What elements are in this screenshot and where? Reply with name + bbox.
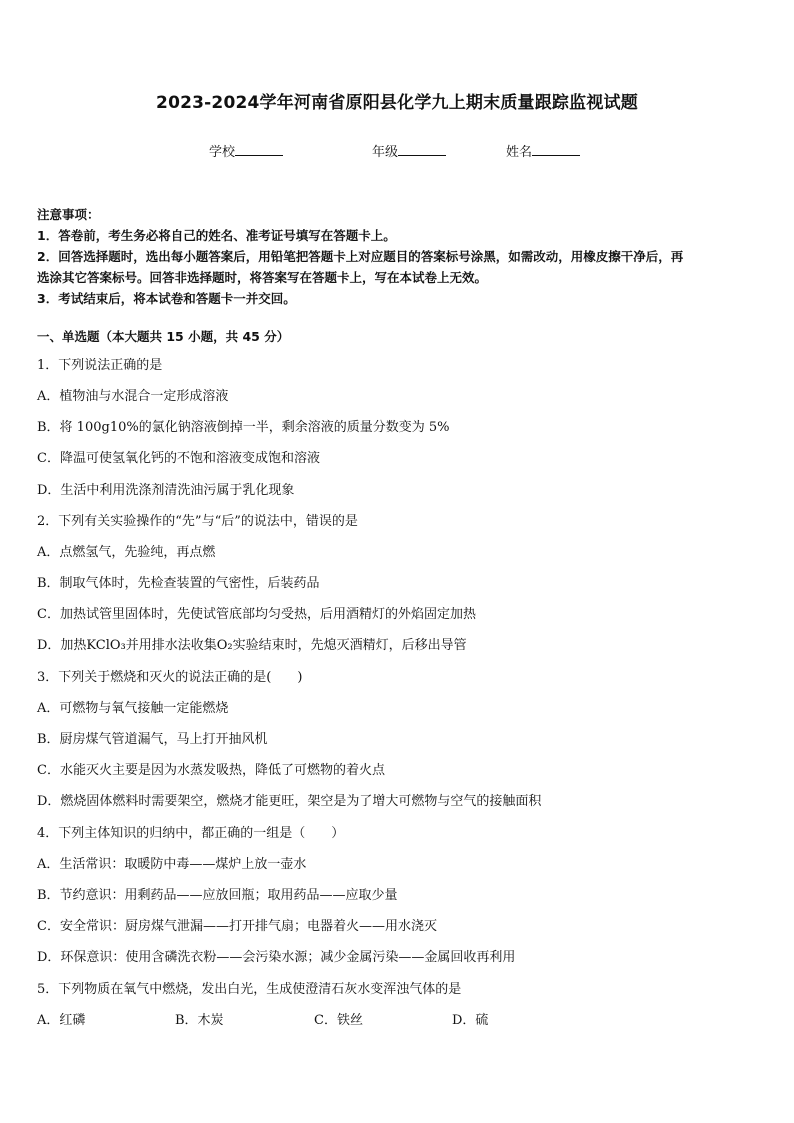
school-field xyxy=(209,141,283,160)
question-option: D．燃烧固体燃料时需要架空，燃烧才能更旺，架空是为了增大可燃物与空气的接触面积 xyxy=(37,794,542,809)
question-option: C．安全常识：厨房煤气泄漏——打开排气扇；电器着火——用水浇灭 xyxy=(37,919,437,934)
notes-item: 1．答卷前，考生务必将自己的姓名、准考证号填写在答题卡上。 xyxy=(37,228,396,243)
question-option: A．生活常识：取暖防中毒——煤炉上放一壶水 xyxy=(37,857,307,872)
question-option: C．水能灭火主要是因为水蒸发吸热，降低了可燃物的着火点 xyxy=(37,763,385,778)
question-option: C．降温可使氢氧化钙的不饱和溶液变成饱和溶液 xyxy=(37,451,320,466)
question-stem: 3．下列关于燃烧和灭火的说法正确的是( ) xyxy=(37,670,303,685)
section-heading: 一、单选题（本大题共 15 小题，共 45 分） xyxy=(37,329,290,344)
question-stem: 5．下列物质在氧气中燃烧，发出白光，生成使澄清石灰水变浑浊气体的是 xyxy=(37,982,462,997)
question-stem: 1．下列说法正确的是 xyxy=(37,358,163,373)
question-option: B．厨房煤气管道漏气，马上打开抽风机 xyxy=(37,732,268,747)
name-blank xyxy=(532,143,580,156)
question-option: D．生活中利用洗涤剂清洗油污属于乳化现象 xyxy=(37,483,295,498)
question-option: A．点燃氢气，先验纯，再点燃 xyxy=(37,545,216,560)
question-option: D．硫 xyxy=(452,1013,489,1028)
school-blank xyxy=(235,143,283,156)
grade-label: 年级 xyxy=(372,145,399,160)
name-field xyxy=(506,141,580,160)
exam-title: 2023-2024学年河南省原阳县化学九上期末质量跟踪监视试题 xyxy=(156,93,638,113)
school-label: 学校 xyxy=(209,145,236,160)
question-option: B．制取气体时，先检查装置的气密性，后装药品 xyxy=(37,576,320,591)
notes-heading: 注意事项： xyxy=(37,207,100,222)
question-option: B．将 100g10%的氯化钠溶液倒掉一半，剩余溶液的质量分数变为 5% xyxy=(37,420,450,435)
question-stem: 2．下列有关实验操作的“先”与“后”的说法中，错误的是 xyxy=(37,514,358,529)
notes-item: 3．考试结束后，将本试卷和答题卡一并交回。 xyxy=(37,291,296,306)
question-option: B．木炭 xyxy=(175,1013,224,1028)
question-option: D．环保意识：使用含磷洗衣粉——会污染水源；减少金属污染——金属回收再利用 xyxy=(37,950,516,965)
grade-blank xyxy=(398,143,446,156)
question-option: C．加热试管里固体时，先使试管底部均匀受热，后用酒精灯的外焰固定加热 xyxy=(37,607,476,622)
question-option: A．植物油与水混合一定形成溶液 xyxy=(37,389,229,404)
question-option: A．红磷 xyxy=(37,1013,86,1028)
name-label: 姓名 xyxy=(506,145,533,160)
notes-block xyxy=(37,204,759,309)
question-option: C．铁丝 xyxy=(314,1013,363,1028)
notes-item: 2．回答选择题时，选出每小题答案后，用铅笔把答题卡上对应题目的答案标号涂黑，如需改动，用橡皮擦干净后，再 xyxy=(37,249,684,264)
question-option: B．节约意识：用剩药品——应放回瓶；取用药品——应取少量 xyxy=(37,888,398,903)
question-stem: 4．下列主体知识的归纳中，都正确的一组是（ ） xyxy=(37,826,345,841)
notes-item: 选涂其它答案标号。回答非选择题时，将答案写在答题卡上，写在本试卷上无效。 xyxy=(37,270,488,285)
question-option: D．加热KClO₃并用排水法收集O₂实验结束时，先熄灭酒精灯，后移出导管 xyxy=(37,638,467,653)
question-option: A．可燃物与氧气接触一定能燃烧 xyxy=(37,701,229,716)
grade-field xyxy=(372,141,446,160)
